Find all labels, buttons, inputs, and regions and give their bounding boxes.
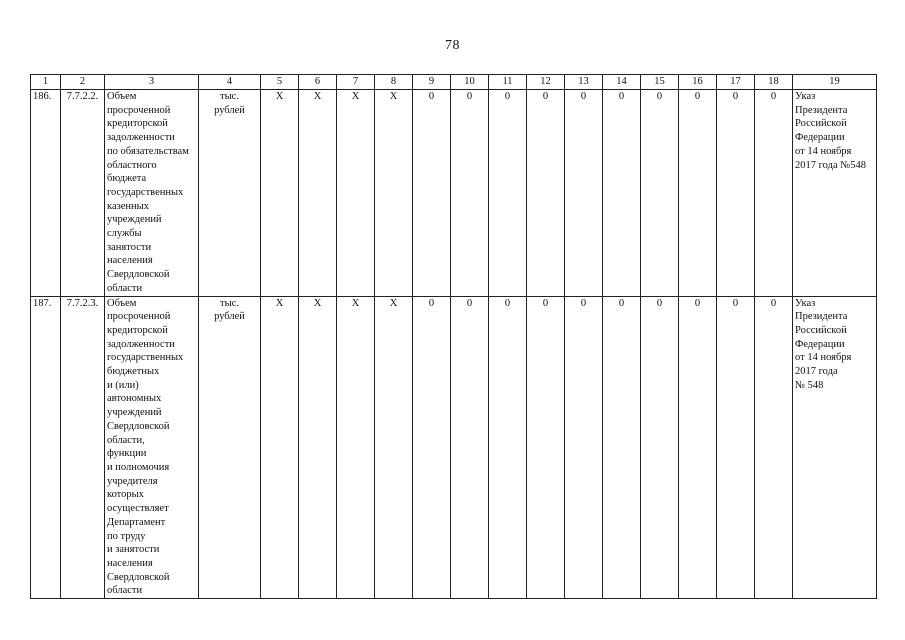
indicator-name-cell-line: Объем — [107, 91, 137, 102]
column-header-7: 7 — [337, 75, 375, 90]
indicator-name-cell-line: просроченной — [107, 104, 171, 116]
value-cell-18: 0 — [755, 296, 793, 598]
indicator-name-cell-line: бюджетных — [107, 366, 160, 378]
indicator-code-cell: 7.7.2.2. — [61, 90, 105, 297]
unit-cell — [199, 296, 261, 598]
value-cell-7: X — [337, 90, 375, 297]
value-cell-9: 0 — [413, 296, 451, 598]
indicator-name-cell-line: Свердловской — [107, 571, 170, 583]
value-cell-6: X — [299, 296, 337, 598]
indicator-name-cell-line: функции — [107, 448, 147, 460]
column-header-8: 8 — [375, 75, 413, 90]
row-number-cell: 186. — [31, 90, 61, 297]
indicator-name-cell-line: учреждений — [107, 214, 162, 226]
indicator-name-cell-line: казенных — [107, 200, 149, 212]
indicator-name-cell-line: бюджета — [107, 173, 147, 185]
legal-basis-cell-line: Указ — [795, 91, 816, 102]
value-cell-13: 0 — [565, 90, 603, 297]
indicator-name-cell-line: осуществляет — [107, 503, 169, 515]
indicator-name-cell-line: задолженности — [107, 132, 175, 144]
legal-basis-cell-line: № 548 — [795, 379, 824, 391]
column-header-18: 18 — [755, 75, 793, 90]
column-header-1: 1 — [31, 75, 61, 90]
indicator-name-cell-line: и занятости — [107, 544, 160, 556]
legal-basis-cell-line: Президента — [795, 311, 848, 323]
column-header-6: 6 — [299, 75, 337, 90]
indicator-name-cell-line: населения — [107, 557, 153, 569]
value-cell-11: 0 — [489, 90, 527, 297]
legal-basis-cell-line: от 14 ноября — [795, 145, 852, 157]
legal-basis-cell-line: Российской — [795, 118, 847, 130]
value-cell-16: 0 — [679, 296, 717, 598]
value-cell-9: 0 — [413, 90, 451, 297]
legal-basis-cell-line: Федерации — [795, 132, 845, 144]
value-cell-7: X — [337, 296, 375, 598]
column-header-5: 5 — [261, 75, 299, 90]
value-cell-5: X — [261, 296, 299, 598]
value-cell-14: 0 — [603, 90, 641, 297]
unit-cell-line: рублей — [214, 104, 245, 116]
unit-cell-line: тыс. — [220, 297, 239, 309]
indicator-name-cell-line: которых — [107, 489, 144, 501]
column-header-9: 9 — [413, 75, 451, 90]
indicator-name-cell-line: кредиторской — [107, 324, 168, 336]
table-row — [31, 296, 877, 598]
indicator-name-cell-line: кредиторской — [107, 118, 168, 130]
value-cell-12: 0 — [527, 296, 565, 598]
table-row — [31, 90, 877, 297]
indicator-name-cell-line: области, — [107, 434, 145, 446]
value-cell-11: 0 — [489, 296, 527, 598]
value-cell-6: X — [299, 90, 337, 297]
indicator-name-cell-line: Департамент — [107, 516, 166, 528]
unit-cell-line: рублей — [214, 311, 245, 323]
unit-cell-line: тыс. — [220, 91, 239, 102]
legal-basis-cell-line: Указ — [795, 297, 816, 309]
column-header-4: 4 — [199, 75, 261, 90]
value-cell-5: X — [261, 90, 299, 297]
column-header-3: 3 — [105, 75, 199, 90]
indicator-name-cell-line: и полномочия — [107, 461, 170, 473]
value-cell-15: 0 — [641, 90, 679, 297]
indicator-name-cell-line: населения — [107, 255, 153, 267]
value-cell-14: 0 — [603, 296, 641, 598]
column-number-header-row — [31, 75, 877, 90]
column-header-13: 13 — [565, 75, 603, 90]
value-cell-18: 0 — [755, 90, 793, 297]
indicator-code-cell: 7.7.2.3. — [61, 296, 105, 598]
indicator-name-cell-line: государственных — [107, 186, 184, 198]
legal-basis-cell-line: Федерации — [795, 338, 845, 350]
indicator-name-cell — [105, 90, 199, 297]
indicator-name-cell-line: Объем — [107, 297, 137, 309]
value-cell-13: 0 — [565, 296, 603, 598]
indicator-name-cell-line: и (или) — [107, 379, 139, 391]
indicator-name-cell-line: Свердловской — [107, 420, 170, 432]
indicator-name-cell-line: Свердловской — [107, 269, 170, 281]
indicator-name-cell-line: области — [107, 282, 143, 294]
legal-basis-cell-line: Российской — [795, 324, 847, 336]
value-cell-12: 0 — [527, 90, 565, 297]
value-cell-8: X — [375, 296, 413, 598]
indicator-name-cell-line: областного — [107, 159, 157, 171]
value-cell-16: 0 — [679, 90, 717, 297]
indicator-name-cell-line: области — [107, 585, 143, 597]
indicator-name-cell-line: службы — [107, 228, 142, 240]
indicator-name-cell-line: занятости — [107, 241, 152, 253]
column-header-12: 12 — [527, 75, 565, 90]
value-cell-8: X — [375, 90, 413, 297]
column-header-14: 14 — [603, 75, 641, 90]
legal-basis-cell-line: 2017 года №548 — [795, 159, 867, 171]
indicator-name-cell-line: учредителя — [107, 475, 158, 487]
indicator-name-cell-line: задолженности — [107, 338, 175, 350]
column-header-11: 11 — [489, 75, 527, 90]
row-number-cell: 187. — [31, 296, 61, 598]
legal-basis-cell-line: Президента — [795, 104, 848, 116]
value-cell-17: 0 — [717, 90, 755, 297]
value-cell-17: 0 — [717, 296, 755, 598]
legal-basis-cell — [793, 90, 877, 297]
indicator-name-cell-line: автономных — [107, 393, 162, 405]
value-cell-10: 0 — [451, 296, 489, 598]
indicator-name-cell-line: учреждений — [107, 407, 162, 419]
indicator-table — [30, 74, 877, 599]
indicator-name-cell — [105, 296, 199, 598]
column-header-10: 10 — [451, 75, 489, 90]
value-cell-15: 0 — [641, 296, 679, 598]
legal-basis-cell-line: от 14 ноября — [795, 352, 852, 364]
legal-basis-cell-line: 2017 года — [795, 366, 838, 378]
legal-basis-cell — [793, 296, 877, 598]
indicator-name-cell-line: просроченной — [107, 311, 171, 323]
column-header-16: 16 — [679, 75, 717, 90]
unit-cell — [199, 90, 261, 297]
indicator-name-cell-line: государственных — [107, 352, 184, 364]
column-header-15: 15 — [641, 75, 679, 90]
column-header-19: 19 — [793, 75, 877, 90]
column-header-2: 2 — [61, 75, 105, 90]
indicator-name-cell-line: по обязательствам — [107, 145, 189, 157]
page-number: 78 — [445, 38, 460, 53]
value-cell-10: 0 — [451, 90, 489, 297]
indicator-name-cell-line: по труду — [107, 530, 146, 542]
column-header-17: 17 — [717, 75, 755, 90]
